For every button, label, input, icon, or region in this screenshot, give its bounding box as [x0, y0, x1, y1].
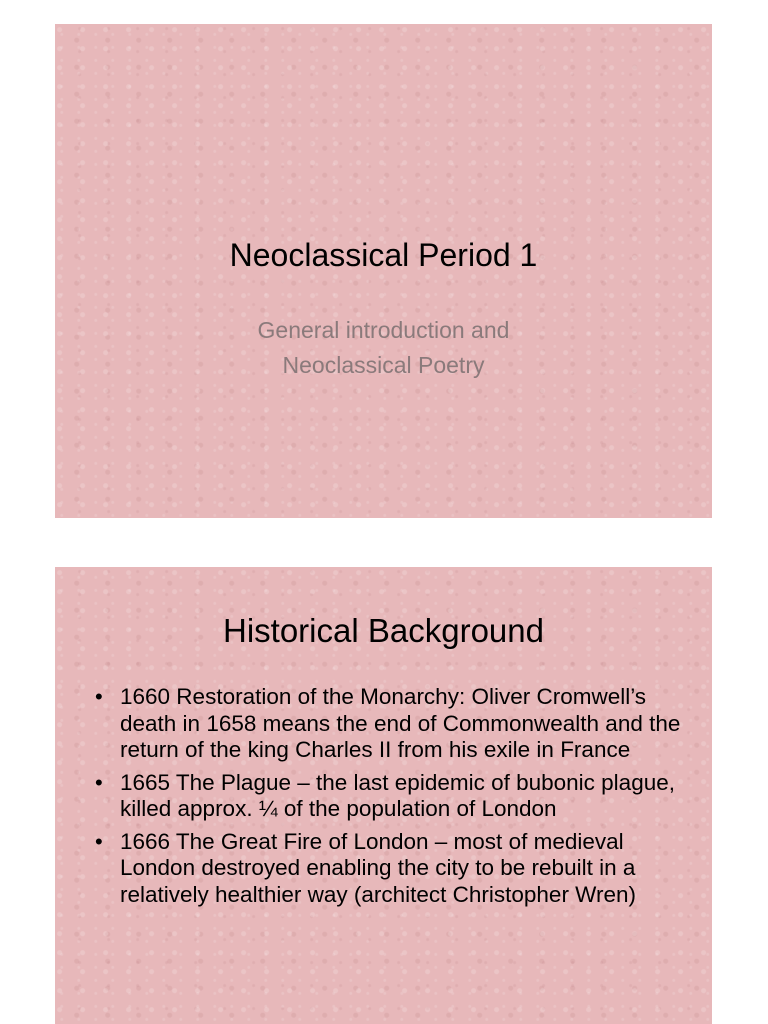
slide-subtitle [55, 313, 712, 383]
bullet-icon: • [95, 684, 103, 709]
bullet-list [93, 684, 684, 914]
bullet-item [93, 770, 684, 823]
slide-title-heading: Neoclassical Period 1 [229, 237, 538, 273]
bullet-text: 1665 The Plague – the last epidemic of bubonic plague, killed approx. ¼ of the population of London [120, 769, 675, 821]
subtitle-line: Neoclassical Poetry [282, 352, 485, 378]
slide-historical-background [55, 567, 712, 1024]
bullet-item [93, 684, 684, 764]
bullet-icon: • [95, 828, 103, 854]
slide-title [55, 24, 712, 518]
slide-heading: Historical Background [223, 612, 544, 649]
bullet-item [93, 829, 684, 909]
bullet-text: 1660 Restoration of the Monarchy: Oliver Cromwell’s death in 1658 means the end of Commonwealth and the return of the king Charles II from his exile in France [120, 684, 681, 762]
bullet-icon: • [95, 769, 103, 795]
subtitle-line: General introduction and [257, 317, 510, 343]
bullet-text: 1666 The Great Fire of London – most of medieval London destroyed enabling the city to be rebuilt in a relatively healthier way (architect Christopher Wren) [120, 828, 637, 907]
